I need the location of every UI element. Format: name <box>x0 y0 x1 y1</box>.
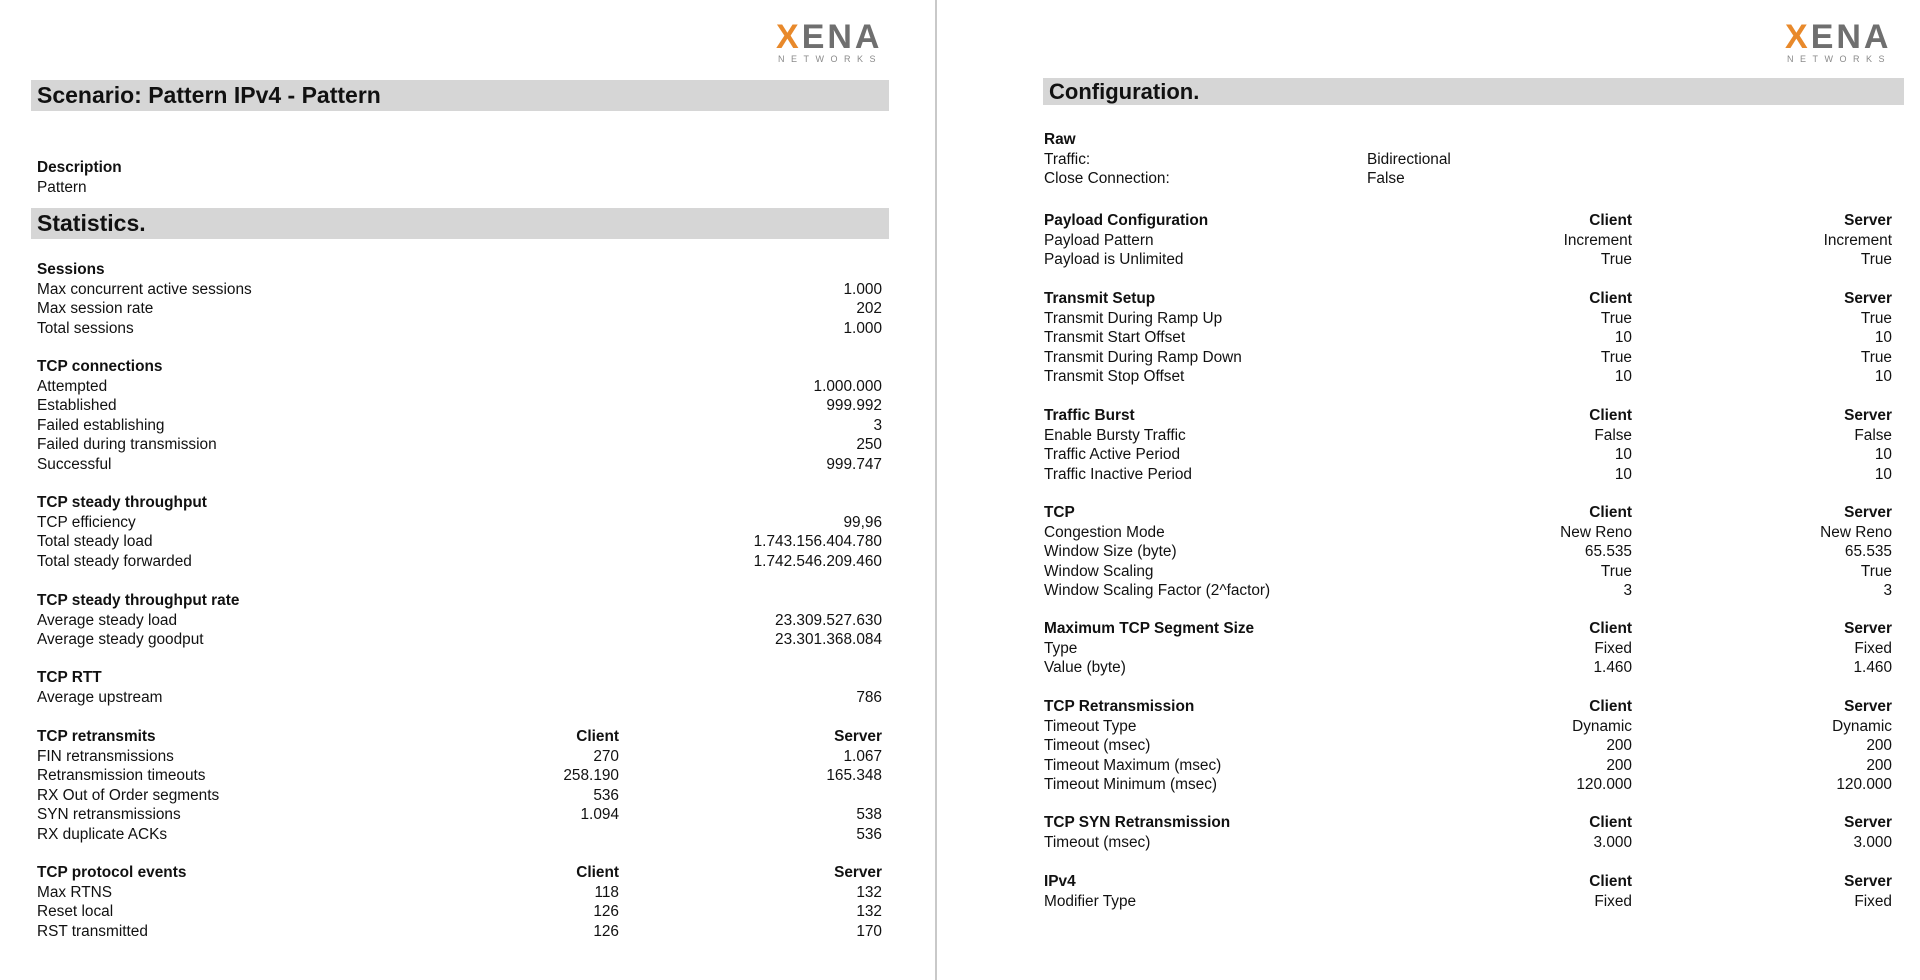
server-header: Server <box>1844 873 1892 890</box>
client-value: 10 <box>1614 329 1632 346</box>
server-value: 536 <box>856 825 882 843</box>
row-label: Reset local <box>37 903 114 920</box>
client-value: 270 <box>593 747 619 765</box>
client-value: 120.000 <box>1576 776 1632 793</box>
table-row <box>37 747 883 767</box>
table-row <box>37 377 883 397</box>
server-header: Server <box>1844 814 1892 831</box>
row-value: 3 <box>873 416 882 434</box>
table-row <box>1044 445 1894 465</box>
logo-x: X <box>1785 18 1811 56</box>
row-label: Traffic Active Period <box>1044 446 1181 463</box>
table-row <box>1044 169 1894 189</box>
row-label: Transmit Stop Offset <box>1044 368 1185 385</box>
table-row <box>1044 367 1894 387</box>
server-value: Fixed <box>1854 639 1892 657</box>
client-value: 1.460 <box>1593 659 1632 676</box>
server-value: 3 <box>1883 582 1892 599</box>
section-title: TCP retransmits <box>37 728 156 745</box>
tcp-steady-throughput-block <box>37 493 883 571</box>
table-row <box>1044 328 1894 348</box>
tcp-syn-retransmission-block <box>1044 813 1894 852</box>
table-row <box>37 416 883 436</box>
section-title-row <box>1044 406 1894 426</box>
table-row <box>37 532 883 552</box>
server-value: True <box>1860 309 1892 327</box>
row-label: Close Connection: <box>1044 170 1170 187</box>
table-row <box>37 883 883 903</box>
tcp-retransmission-block <box>1044 697 1894 795</box>
table-row <box>37 825 883 845</box>
row-label: Enable Bursty Traffic <box>1044 426 1186 444</box>
table-row <box>1044 562 1894 582</box>
row-label: Max concurrent active sessions <box>37 280 252 298</box>
server-value: 538 <box>856 806 882 823</box>
row-value: 202 <box>856 300 882 317</box>
client-header: Client <box>576 864 619 881</box>
row-label: Timeout Type <box>1044 717 1137 735</box>
row-label: Total steady load <box>37 533 153 550</box>
section-title-row <box>37 260 883 280</box>
server-value: 170 <box>856 922 882 940</box>
section-title-row <box>37 668 883 688</box>
description-block <box>37 158 883 197</box>
row-label: Max RTNS <box>37 883 112 901</box>
row-value: 250 <box>856 436 882 453</box>
client-value: 1.094 <box>580 806 619 823</box>
section-title: TCP protocol events <box>37 864 187 881</box>
table-row <box>37 688 883 708</box>
client-value: 10 <box>1614 368 1632 385</box>
row-label: Window Scaling <box>1044 562 1154 580</box>
section-title: Payload Configuration <box>1044 212 1209 229</box>
row-label: Window Scaling Factor (2^factor) <box>1044 582 1271 599</box>
client-value: 200 <box>1606 737 1632 754</box>
row-label: RX Out of Order segments <box>37 786 220 804</box>
table-row <box>37 552 883 572</box>
server-value: 200 <box>1866 737 1892 754</box>
table-row <box>1044 639 1894 659</box>
server-value: Increment <box>1823 231 1892 249</box>
table-row <box>1044 756 1894 776</box>
row-label: TCP efficiency <box>37 513 136 531</box>
server-value: 3.000 <box>1853 833 1892 851</box>
server-header: Server <box>1844 698 1892 715</box>
row-label: Successful <box>37 455 112 473</box>
server-value: 132 <box>856 883 882 901</box>
row-label: Total steady forwarded <box>37 552 192 570</box>
row-value: 23.301.368.084 <box>775 631 882 648</box>
row-label: Retransmission timeouts <box>37 767 206 784</box>
client-header: Client <box>1589 620 1632 637</box>
server-value: 10 <box>1874 368 1892 385</box>
section-title: Maximum TCP Segment Size <box>1044 620 1255 637</box>
table-row <box>37 766 883 786</box>
client-value: True <box>1600 562 1632 580</box>
client-value: Increment <box>1563 231 1632 249</box>
section-title-row <box>1044 289 1894 309</box>
server-header: Server <box>1844 290 1892 307</box>
section-title: IPv4 <box>1044 873 1076 890</box>
section-title: TCP SYN Retransmission <box>1044 814 1231 831</box>
server-value: True <box>1860 251 1892 268</box>
client-value: False <box>1594 426 1632 444</box>
row-label: Traffic Inactive Period <box>1044 465 1192 483</box>
server-value: 120.000 <box>1836 776 1892 793</box>
ipv4-block <box>1044 872 1894 911</box>
tcp-connections-block <box>37 357 883 474</box>
table-row <box>1044 309 1894 329</box>
server-header: Server <box>1844 212 1892 229</box>
tcp-block <box>1044 503 1894 601</box>
row-value: 1.000 <box>843 280 882 298</box>
client-header: Client <box>576 728 619 745</box>
section-title-row <box>1044 697 1894 717</box>
table-row <box>37 611 883 631</box>
section-title-row <box>37 493 883 513</box>
client-value: 10 <box>1614 446 1632 463</box>
client-value: 126 <box>593 922 619 940</box>
client-header: Client <box>1589 290 1632 307</box>
table-row <box>1044 250 1894 270</box>
table-row <box>1044 892 1894 912</box>
server-value: True <box>1860 562 1892 580</box>
client-header: Client <box>1589 814 1632 831</box>
server-value: 10 <box>1874 446 1892 463</box>
table-row <box>37 319 883 339</box>
client-header: Client <box>1589 698 1632 715</box>
server-value: 65.535 <box>1844 543 1892 560</box>
section-title: TCP connections <box>37 358 163 375</box>
row-value: 23.309.527.630 <box>775 611 882 629</box>
row-label: Average steady load <box>37 611 178 629</box>
section-title-row <box>1044 503 1894 523</box>
row-value: 1.000.000 <box>813 377 882 395</box>
server-value: Fixed <box>1854 892 1892 910</box>
row-value: Bidirectional <box>1367 150 1451 168</box>
server-value: 200 <box>1866 756 1892 774</box>
client-value: Fixed <box>1594 639 1632 657</box>
report-page-left <box>0 0 935 980</box>
server-value: 10 <box>1874 465 1892 483</box>
tcp-steady-throughput-rate-block <box>37 591 883 650</box>
section-title-row <box>1044 872 1894 892</box>
traffic-burst-block <box>1044 406 1894 484</box>
table-row <box>37 630 883 650</box>
server-value: True <box>1860 348 1892 366</box>
row-label: Transmit During Ramp Down <box>1044 348 1242 366</box>
row-value: 999.992 <box>826 397 882 414</box>
section-title: TCP Retransmission <box>1044 698 1195 715</box>
row-label: Timeout Minimum (msec) <box>1044 776 1218 793</box>
section-title: Transmit Setup <box>1044 290 1156 307</box>
section-title-row <box>37 727 883 747</box>
section-title: Sessions <box>37 261 105 278</box>
client-value: True <box>1600 309 1632 327</box>
table-row <box>1044 542 1894 562</box>
tcp-protocol-events-block <box>37 863 883 941</box>
table-row <box>37 513 883 533</box>
server-value: False <box>1854 426 1892 444</box>
client-value: 200 <box>1606 756 1632 774</box>
table-row <box>37 805 883 825</box>
table-row <box>37 922 883 942</box>
section-title: TCP RTT <box>37 669 102 686</box>
description-title: Description <box>37 159 122 176</box>
row-label: FIN retransmissions <box>37 747 174 765</box>
table-row <box>1044 348 1894 368</box>
table-row <box>1044 658 1894 678</box>
client-value: Fixed <box>1594 892 1632 910</box>
xena-networks-logo <box>776 20 888 68</box>
client-value: True <box>1600 348 1632 366</box>
client-value: New Reno <box>1560 523 1632 541</box>
server-header: Server <box>1844 504 1892 521</box>
row-label: Traffic: <box>1044 150 1091 168</box>
logo-word: ENA <box>1810 18 1892 56</box>
server-value: 165.348 <box>826 767 882 784</box>
row-label: Type <box>1044 639 1078 657</box>
logo-subtitle: NETWORKS <box>778 54 883 64</box>
section-title-row <box>37 863 883 883</box>
configuration-title: Configuration. <box>1043 78 1904 105</box>
client-value: 536 <box>593 786 619 804</box>
row-value: 1.743.156.404.780 <box>753 533 882 550</box>
logo-word: ENA <box>801 18 883 56</box>
table-row <box>37 396 883 416</box>
table-row <box>1044 775 1894 795</box>
max-tcp-segment-size-block <box>1044 619 1894 678</box>
server-value: 132 <box>856 903 882 920</box>
logo-subtitle: NETWORKS <box>1787 54 1892 64</box>
row-label: Modifier Type <box>1044 892 1137 910</box>
section-title-row <box>1044 211 1894 231</box>
server-header: Server <box>1844 620 1892 637</box>
client-value: 126 <box>593 903 619 920</box>
row-label: Max session rate <box>37 300 154 317</box>
client-value: 10 <box>1614 465 1632 483</box>
row-label: Payload is Unlimited <box>1044 251 1184 268</box>
client-value: 65.535 <box>1584 543 1632 560</box>
row-label: SYN retransmissions <box>37 806 181 823</box>
scenario-title: Scenario: Pattern IPv4 - Pattern <box>31 80 889 111</box>
row-label: Attempted <box>37 377 108 395</box>
section-title: TCP <box>1044 504 1075 521</box>
client-value: 118 <box>594 883 619 901</box>
row-value: 1.742.546.209.460 <box>753 552 882 570</box>
row-label: Transmit During Ramp Up <box>1044 309 1223 327</box>
row-label: Window Size (byte) <box>1044 543 1177 560</box>
row-label: Timeout Maximum (msec) <box>1044 756 1222 774</box>
table-row <box>37 902 883 922</box>
client-value: 3 <box>1623 582 1632 599</box>
section-title-row <box>1044 619 1894 639</box>
raw-block <box>1044 130 1894 189</box>
row-label: Failed establishing <box>37 416 165 434</box>
row-label: Total sessions <box>37 319 134 337</box>
row-value: 99,96 <box>843 513 882 531</box>
client-value: 258.190 <box>563 767 619 784</box>
table-row <box>1044 231 1894 251</box>
client-header: Client <box>1589 873 1632 890</box>
section-title-row <box>37 591 883 611</box>
table-row <box>1044 581 1894 601</box>
row-value: False <box>1367 170 1405 187</box>
section-title: TCP steady throughput <box>37 494 207 511</box>
table-row <box>1044 736 1894 756</box>
row-label: Average steady goodput <box>37 631 204 648</box>
row-label: Timeout (msec) <box>1044 833 1151 851</box>
table-row <box>37 786 883 806</box>
client-value: 3.000 <box>1593 833 1632 851</box>
section-title: Traffic Burst <box>1044 407 1135 424</box>
section-title-row <box>1044 813 1894 833</box>
table-row <box>1044 833 1894 853</box>
row-label: Payload Pattern <box>1044 231 1154 249</box>
table-row <box>1044 426 1894 446</box>
client-header: Client <box>1589 212 1632 229</box>
sessions-block <box>37 260 883 338</box>
description-text: Pattern <box>37 178 87 196</box>
row-label: Failed during transmission <box>37 436 217 453</box>
client-value: Dynamic <box>1572 717 1632 735</box>
client-header: Client <box>1589 407 1632 424</box>
row-label: Value (byte) <box>1044 659 1126 676</box>
row-label: Transmit Start Offset <box>1044 329 1186 346</box>
server-value: 10 <box>1874 329 1892 346</box>
server-header: Server <box>834 864 882 881</box>
logo-x: X <box>776 18 802 56</box>
table-row <box>37 299 883 319</box>
client-header: Client <box>1589 504 1632 521</box>
client-value: True <box>1600 251 1632 268</box>
row-label: Timeout (msec) <box>1044 737 1151 754</box>
table-row <box>1044 465 1894 485</box>
table-row <box>37 280 883 300</box>
server-header: Server <box>1844 407 1892 424</box>
report-page-right <box>937 0 1920 980</box>
table-row <box>37 455 883 475</box>
tcp-retransmits-block <box>37 727 883 844</box>
section-title-row <box>37 357 883 377</box>
row-label: RST transmitted <box>37 922 148 940</box>
table-row <box>1044 523 1894 543</box>
table-row <box>37 435 883 455</box>
row-label: Established <box>37 397 117 414</box>
section-title: TCP steady throughput rate <box>37 592 240 609</box>
server-value: Dynamic <box>1832 717 1892 735</box>
row-value: 999.747 <box>826 455 882 473</box>
row-label: Congestion Mode <box>1044 523 1165 541</box>
statistics-title: Statistics. <box>31 208 889 239</box>
server-value: 1.067 <box>843 747 882 765</box>
transmit-setup-block <box>1044 289 1894 387</box>
server-header: Server <box>834 728 882 745</box>
server-value: New Reno <box>1820 523 1892 541</box>
row-label: RX duplicate ACKs <box>37 825 168 843</box>
xena-networks-logo <box>1785 20 1897 68</box>
section-title-row <box>1044 130 1894 150</box>
server-value: 1.460 <box>1853 659 1892 676</box>
row-value: 1.000 <box>843 319 882 337</box>
payload-configuration-block <box>1044 211 1894 270</box>
tcp-rtt-block <box>37 668 883 707</box>
section-title: Raw <box>1044 131 1076 148</box>
row-label: Average upstream <box>37 688 163 706</box>
table-row <box>1044 717 1894 737</box>
row-value: 786 <box>856 688 882 706</box>
table-row <box>1044 150 1894 170</box>
